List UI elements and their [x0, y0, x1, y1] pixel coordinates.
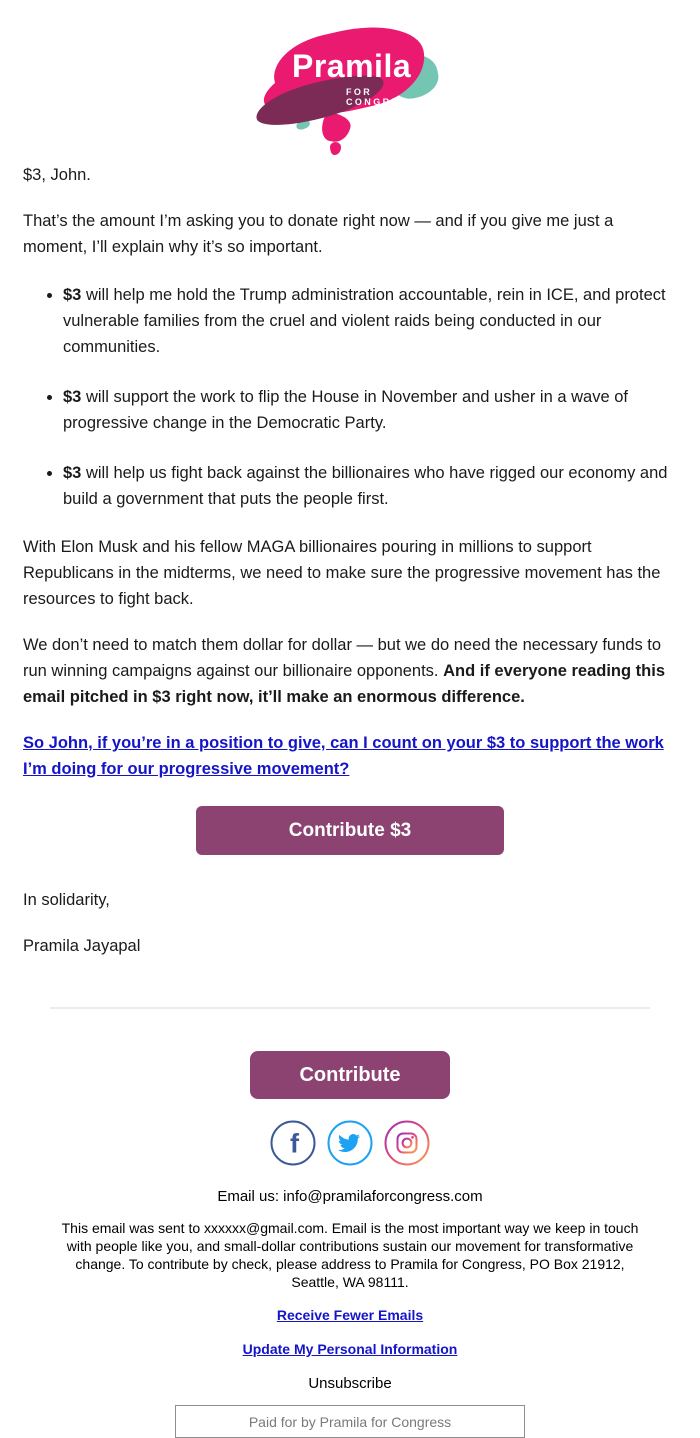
logo-paint-drip-small: [330, 142, 341, 155]
signoff-name: Pramila Jayapal: [23, 937, 141, 955]
svg-text:f: f: [290, 1128, 299, 1159]
bullet-amount: $3: [63, 388, 82, 406]
campaign-logo: [260, 24, 440, 136]
paragraph-funds-normal: We don’t need to match them dollar for dollar — but we do need the necessary funds to run winning campaigns against our billionaire opponents.: [23, 636, 662, 680]
contribute-button[interactable]: Contribute: [250, 1051, 450, 1099]
email-body: [0, 24, 700, 1438]
paragraph-intro: That’s the amount I’m asking you to donate right now — and if you give me just a moment, I’ll explain why it’s so important.: [23, 212, 614, 256]
cta-paragraph: [23, 730, 677, 782]
paid-for-text: Paid for by Pramila for Congress: [248, 1413, 452, 1430]
facebook-icon[interactable]: [270, 1120, 316, 1166]
donate-text-link[interactable]: So John, if you’re in a position to give, can I count on your $3 to support the work I’m doing for our progressive movement?: [23, 734, 664, 778]
contribute-button-row: [0, 1051, 700, 1099]
contribute-3-button[interactable]: Contribute $3: [196, 806, 504, 855]
receive-fewer-emails-link[interactable]: Receive Fewer Emails: [276, 1307, 424, 1323]
email-us-line: Email us: info@pramilaforcongress.com: [217, 1188, 483, 1205]
logo-wordmark: Pramila: [292, 48, 412, 84]
paid-for-disclaimer-box: [175, 1405, 525, 1438]
bullet-item-1: [63, 282, 677, 360]
unsubscribe-link[interactable]: Unsubscribe: [308, 1375, 392, 1392]
update-info-row: [0, 1341, 700, 1359]
bullet-amount: $3: [63, 286, 82, 304]
divider: [50, 1007, 650, 1009]
donation-bullet-list: [23, 282, 677, 512]
paragraph-funds-bold: And if everyone reading this email pitched in $3 right now, it’ll make an enormous difference.: [23, 662, 665, 706]
instagram-icon[interactable]: [384, 1120, 430, 1166]
bullet-text: will support the work to flip the House in November and usher in a wave of progressive change in the Democratic Party.: [63, 388, 628, 432]
bullet-text: will help us fight back against the billionaires who have rigged our economy and build a government that puts the people first.: [63, 464, 668, 508]
email-content: [0, 162, 700, 959]
social-links: [0, 1120, 700, 1166]
fewer-emails-row: [0, 1307, 700, 1325]
bullet-text: will help me hold the Trump administration accountable, rein in ICE, and protect vulnerable families from the cruel and violent raids being conducted in our communities.: [63, 286, 666, 356]
unsubscribe-row: [0, 1375, 700, 1393]
update-personal-info-link[interactable]: Update My Personal Information: [242, 1341, 458, 1357]
twitter-icon[interactable]: [327, 1120, 373, 1166]
bullet-item-2: [63, 384, 677, 436]
paragraph-musk: With Elon Musk and his fellow MAGA billionaires pouring in millions to support Republicans in the midterms, we need to make sure the progressive movement has the resources to fight back.: [23, 538, 661, 608]
logo-tagline: FOR CONGRESS: [346, 87, 417, 107]
contribute-3-button-row: [23, 802, 677, 855]
bullet-amount: $3: [63, 464, 82, 482]
email-footer: [0, 1051, 700, 1438]
paragraph-funds: [23, 632, 677, 710]
footer-disclaimer: This email was sent to xxxxxx@gmail.com. Email is the most important way we keep in touch with people like you, and small-dollar contributions sustain our movement for transformative change. To contribute by check, please address to Pramila for Congress, PO Box 21912, Seattle, WA 98111.: [61, 1220, 639, 1290]
bullet-item-3: [63, 460, 677, 512]
greeting: $3, John.: [23, 166, 91, 184]
signoff-closing: In solidarity,: [23, 891, 110, 909]
